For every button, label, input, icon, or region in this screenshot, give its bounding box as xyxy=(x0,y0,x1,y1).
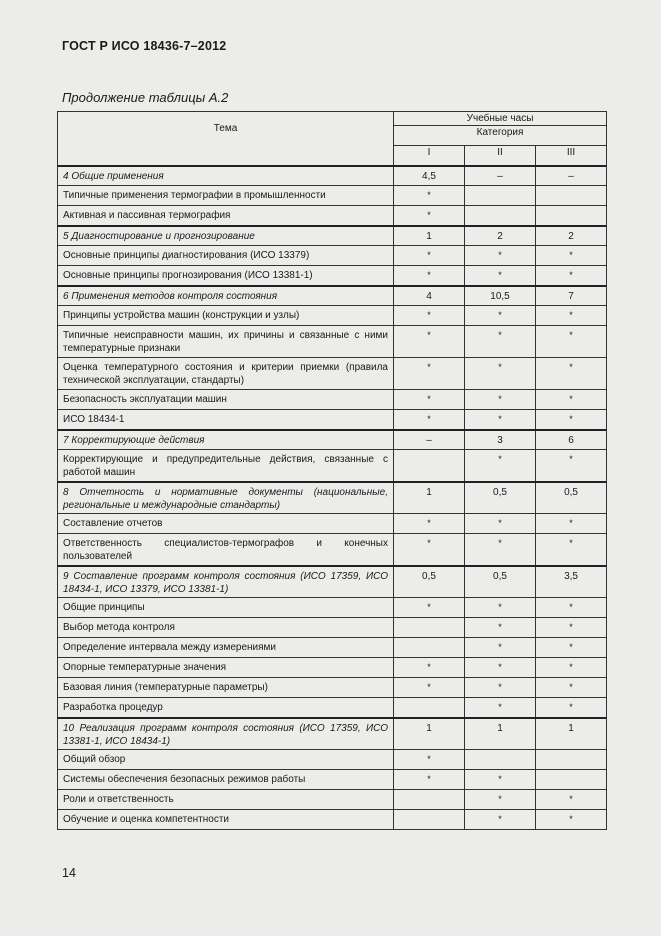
hours-cell-cat-2 xyxy=(465,430,536,450)
topic-cell: Корректирующие и предупредительные действия, связанные с работой машин xyxy=(58,450,394,482)
hours-cell-cat-2 xyxy=(465,390,536,410)
table-row xyxy=(58,410,607,430)
hours-cell-cat-2 xyxy=(465,678,536,698)
topic-cell: Выбор метода контроля xyxy=(58,618,394,638)
hours-value: 0,5 xyxy=(564,486,578,498)
hours-value: – xyxy=(497,170,503,182)
table-row xyxy=(58,770,607,790)
table-row xyxy=(58,306,607,326)
hours-value: * xyxy=(498,518,502,528)
hours-cell-cat-1 xyxy=(394,326,465,358)
table-row xyxy=(58,718,607,750)
hours-cell-cat-3 xyxy=(536,166,607,186)
hours-value: * xyxy=(569,362,573,372)
hours-cell-cat-3 xyxy=(536,718,607,750)
topic-cell: Типичные неисправности машин, их причины и связанные с ними температурные признаки xyxy=(58,326,394,358)
hours-cell-cat-1 xyxy=(394,514,465,534)
hours-cell-cat-1 xyxy=(394,638,465,658)
hours-value: 2 xyxy=(568,230,574,242)
hours-value: * xyxy=(569,642,573,652)
table-row xyxy=(58,266,607,286)
topic-cell: 5 Диагностирование и прогнозирование xyxy=(58,226,394,246)
hours-value: * xyxy=(498,414,502,424)
hours-cell-cat-2 xyxy=(465,658,536,678)
hours-cell-cat-2 xyxy=(465,246,536,266)
hours-value: * xyxy=(427,414,431,424)
topic-cell: Основные принципы диагностирования (ИСО 13379) xyxy=(58,246,394,266)
hours-cell-cat-3 xyxy=(536,598,607,618)
hours-cell-cat-1 xyxy=(394,166,465,186)
hours-value: * xyxy=(569,250,573,260)
hours-value: * xyxy=(498,310,502,320)
hours-cell-cat-2 xyxy=(465,166,536,186)
hours-value: * xyxy=(569,330,573,340)
hours-cell-cat-2 xyxy=(465,266,536,286)
hours-value: 7 xyxy=(568,290,574,302)
hours-cell-cat-3 xyxy=(536,790,607,810)
hours-cell-cat-3 xyxy=(536,770,607,790)
hours-cell-cat-3 xyxy=(536,658,607,678)
hours-cell-cat-3 xyxy=(536,678,607,698)
hours-value: * xyxy=(498,662,502,672)
hours-value: 2 xyxy=(497,230,503,242)
hours-cell-cat-3 xyxy=(536,810,607,830)
hours-cell-cat-2 xyxy=(465,410,536,430)
topic-cell: Общий обзор xyxy=(58,750,394,770)
hours-value: * xyxy=(498,682,502,692)
hours-value: * xyxy=(427,754,431,764)
hours-value: * xyxy=(498,602,502,612)
hours-value: * xyxy=(569,682,573,692)
topic-cell: Разработка процедур xyxy=(58,698,394,718)
hours-value: * xyxy=(498,622,502,632)
hours-cell-cat-2 xyxy=(465,770,536,790)
hours-cell-cat-3 xyxy=(536,450,607,482)
hours-value: 1 xyxy=(497,722,503,734)
hours-cell-cat-3 xyxy=(536,226,607,246)
table-row xyxy=(58,482,607,514)
hours-cell-cat-3 xyxy=(536,514,607,534)
hours-value: * xyxy=(569,794,573,804)
topic-cell: ИСО 18434-1 xyxy=(58,410,394,430)
table-row xyxy=(58,186,607,206)
hours-cell-cat-1 xyxy=(394,186,465,206)
hours-value: * xyxy=(427,330,431,340)
hours-cell-cat-3 xyxy=(536,266,607,286)
topic-cell: Обучение и оценка компетентности xyxy=(58,810,394,830)
hours-cell-cat-1 xyxy=(394,698,465,718)
hours-cell-cat-1 xyxy=(394,750,465,770)
topic-cell: Опорные температурные значения xyxy=(58,658,394,678)
hours-value: 0,5 xyxy=(493,486,507,498)
hours-cell-cat-3 xyxy=(536,358,607,390)
hours-value: * xyxy=(427,270,431,280)
hours-value: 4,5 xyxy=(422,170,436,182)
hours-value: 0,5 xyxy=(493,570,507,582)
table-row xyxy=(58,678,607,698)
hours-value: * xyxy=(498,794,502,804)
hours-value: * xyxy=(569,310,573,320)
training-hours-table xyxy=(57,111,607,830)
category-iii-header: III xyxy=(536,146,607,166)
hours-cell-cat-1 xyxy=(394,226,465,246)
table-row xyxy=(58,790,607,810)
hours-cell-cat-1 xyxy=(394,358,465,390)
hours-value: 3,5 xyxy=(564,570,578,582)
hours-value: 3 xyxy=(497,434,503,446)
hours-cell-cat-2 xyxy=(465,534,536,566)
hours-cell-cat-2 xyxy=(465,226,536,246)
hours-cell-cat-1 xyxy=(394,450,465,482)
table-row xyxy=(58,390,607,410)
topic-cell: Роли и ответственность xyxy=(58,790,394,810)
topic-cell: Безопасность эксплуатации машин xyxy=(58,390,394,410)
hours-value: * xyxy=(569,270,573,280)
hours-cell-cat-1 xyxy=(394,810,465,830)
hours-cell-cat-3 xyxy=(536,698,607,718)
hours-value: – xyxy=(426,434,432,446)
category-i-header: I xyxy=(394,146,465,166)
table-row xyxy=(58,534,607,566)
hours-cell-cat-1 xyxy=(394,658,465,678)
hours-value: * xyxy=(427,662,431,672)
hours-cell-cat-3 xyxy=(536,286,607,306)
hours-cell-cat-3 xyxy=(536,246,607,266)
topic-cell: Базовая линия (температурные параметры) xyxy=(58,678,394,698)
column-header-hours: Учебные часы xyxy=(394,112,607,126)
table-row xyxy=(58,618,607,638)
hours-value: 6 xyxy=(568,434,574,446)
hours-cell-cat-1 xyxy=(394,618,465,638)
hours-cell-cat-1 xyxy=(394,286,465,306)
hours-value: * xyxy=(427,250,431,260)
hours-cell-cat-1 xyxy=(394,598,465,618)
hours-cell-cat-2 xyxy=(465,514,536,534)
hours-cell-cat-1 xyxy=(394,266,465,286)
hours-cell-cat-2 xyxy=(465,618,536,638)
hours-cell-cat-2 xyxy=(465,358,536,390)
hours-value: – xyxy=(568,170,574,182)
hours-value: * xyxy=(569,602,573,612)
table-row xyxy=(58,450,607,482)
hours-cell-cat-1 xyxy=(394,718,465,750)
hours-value: * xyxy=(427,310,431,320)
hours-cell-cat-3 xyxy=(536,566,607,598)
hours-value: * xyxy=(498,538,502,548)
hours-value: * xyxy=(569,394,573,404)
hours-cell-cat-1 xyxy=(394,482,465,514)
topic-cell: Составление отчетов xyxy=(58,514,394,534)
column-header-topic: Тема xyxy=(58,112,394,166)
hours-cell-cat-3 xyxy=(536,618,607,638)
hours-cell-cat-2 xyxy=(465,598,536,618)
hours-cell-cat-2 xyxy=(465,450,536,482)
table-row xyxy=(58,598,607,618)
hours-value: * xyxy=(569,538,573,548)
topic-cell: Принципы устройства машин (конструкции и узлы) xyxy=(58,306,394,326)
topic-cell: 8 Отчетность и нормативные документы (национальные, региональные и международные стандарты) xyxy=(58,482,394,514)
category-ii-header: II xyxy=(465,146,536,166)
topic-cell: Типичные применения термографии в промышленности xyxy=(58,186,394,206)
hours-cell-cat-3 xyxy=(536,482,607,514)
hours-value: * xyxy=(498,454,502,464)
hours-cell-cat-2 xyxy=(465,698,536,718)
hours-value: * xyxy=(498,250,502,260)
hours-cell-cat-2 xyxy=(465,206,536,226)
hours-value: * xyxy=(569,518,573,528)
hours-value: * xyxy=(498,774,502,784)
page-number: 14 xyxy=(62,866,76,880)
hours-cell-cat-2 xyxy=(465,566,536,598)
hours-cell-cat-3 xyxy=(536,410,607,430)
table-row xyxy=(58,358,607,390)
topic-cell: Активная и пассивная термография xyxy=(58,206,394,226)
hours-cell-cat-3 xyxy=(536,750,607,770)
hours-cell-cat-1 xyxy=(394,246,465,266)
topic-cell: Ответственность специалистов-термографов и конечных пользователей xyxy=(58,534,394,566)
hours-cell-cat-1 xyxy=(394,430,465,450)
hours-value: * xyxy=(498,642,502,652)
hours-cell-cat-2 xyxy=(465,810,536,830)
hours-cell-cat-2 xyxy=(465,286,536,306)
hours-value: * xyxy=(427,394,431,404)
hours-cell-cat-2 xyxy=(465,750,536,770)
topic-cell: Определение интервала между измерениями xyxy=(58,638,394,658)
table-row xyxy=(58,698,607,718)
hours-cell-cat-3 xyxy=(536,326,607,358)
hours-value: * xyxy=(569,454,573,464)
hours-cell-cat-1 xyxy=(394,678,465,698)
table-row xyxy=(58,514,607,534)
hours-value: * xyxy=(498,394,502,404)
hours-cell-cat-1 xyxy=(394,410,465,430)
hours-value: * xyxy=(569,622,573,632)
hours-value: * xyxy=(498,702,502,712)
hours-cell-cat-2 xyxy=(465,482,536,514)
hours-cell-cat-3 xyxy=(536,206,607,226)
table-row xyxy=(58,430,607,450)
table-row xyxy=(58,810,607,830)
hours-cell-cat-1 xyxy=(394,390,465,410)
hours-value: * xyxy=(498,362,502,372)
hours-cell-cat-3 xyxy=(536,430,607,450)
hours-cell-cat-3 xyxy=(536,638,607,658)
topic-cell: Системы обеспечения безопасных режимов работы xyxy=(58,770,394,790)
hours-value: * xyxy=(427,362,431,372)
hours-value: 10,5 xyxy=(490,290,510,302)
hours-cell-cat-3 xyxy=(536,186,607,206)
topic-cell: Общие принципы xyxy=(58,598,394,618)
hours-value: * xyxy=(427,774,431,784)
hours-cell-cat-2 xyxy=(465,718,536,750)
topic-cell: 7 Корректирующие действия xyxy=(58,430,394,450)
topic-cell: 10 Реализация программ контроля состояния (ИСО 17359, ИСО 13381-1, ИСО 18434-1) xyxy=(58,718,394,750)
document-header: ГОСТ Р ИСО 18436-7–2012 xyxy=(62,39,227,53)
topic-cell: 6 Применения методов контроля состояния xyxy=(58,286,394,306)
hours-value: * xyxy=(427,602,431,612)
table-row xyxy=(58,566,607,598)
hours-cell-cat-1 xyxy=(394,306,465,326)
hours-value: * xyxy=(427,210,431,220)
hours-cell-cat-2 xyxy=(465,790,536,810)
hours-cell-cat-2 xyxy=(465,306,536,326)
hours-cell-cat-2 xyxy=(465,326,536,358)
hours-value: * xyxy=(427,518,431,528)
hours-cell-cat-1 xyxy=(394,790,465,810)
hours-value: 0,5 xyxy=(422,570,436,582)
hours-value: * xyxy=(569,814,573,824)
hours-cell-cat-2 xyxy=(465,186,536,206)
hours-value: * xyxy=(569,662,573,672)
hours-value: * xyxy=(427,682,431,692)
table-row xyxy=(58,326,607,358)
table-row xyxy=(58,166,607,186)
table-row xyxy=(58,750,607,770)
hours-cell-cat-1 xyxy=(394,534,465,566)
hours-value: * xyxy=(498,270,502,280)
hours-cell-cat-1 xyxy=(394,566,465,598)
hours-value: 1 xyxy=(426,230,432,242)
table-row xyxy=(58,246,607,266)
hours-value: * xyxy=(569,414,573,424)
hours-value: 4 xyxy=(426,290,432,302)
hours-value: * xyxy=(427,538,431,548)
hours-value: 1 xyxy=(568,722,574,734)
topic-cell: 4 Общие применения xyxy=(58,166,394,186)
table-row xyxy=(58,658,607,678)
hours-value: 1 xyxy=(426,722,432,734)
topic-cell: Оценка температурного состояния и критерии приемки (правила технической эксплуатации, стандарты) xyxy=(58,358,394,390)
table-row xyxy=(58,206,607,226)
topic-cell: 9 Составление программ контроля состояния (ИСО 17359, ИСО 18434-1, ИСО 13379, ИСО 13381-1) xyxy=(58,566,394,598)
table-caption: Продолжение таблицы А.2 xyxy=(62,90,229,105)
hours-value: 1 xyxy=(426,486,432,498)
column-header-category: Категория xyxy=(394,126,607,146)
hours-value: * xyxy=(498,330,502,340)
topic-cell: Основные принципы прогнозирования (ИСО 13381-1) xyxy=(58,266,394,286)
table-row xyxy=(58,638,607,658)
hours-value: * xyxy=(498,814,502,824)
hours-value: * xyxy=(569,702,573,712)
hours-cell-cat-3 xyxy=(536,306,607,326)
hours-cell-cat-3 xyxy=(536,390,607,410)
table-row xyxy=(58,286,607,306)
hours-cell-cat-1 xyxy=(394,770,465,790)
hours-cell-cat-3 xyxy=(536,534,607,566)
hours-value: * xyxy=(427,190,431,200)
hours-cell-cat-1 xyxy=(394,206,465,226)
hours-cell-cat-2 xyxy=(465,638,536,658)
table-row xyxy=(58,226,607,246)
